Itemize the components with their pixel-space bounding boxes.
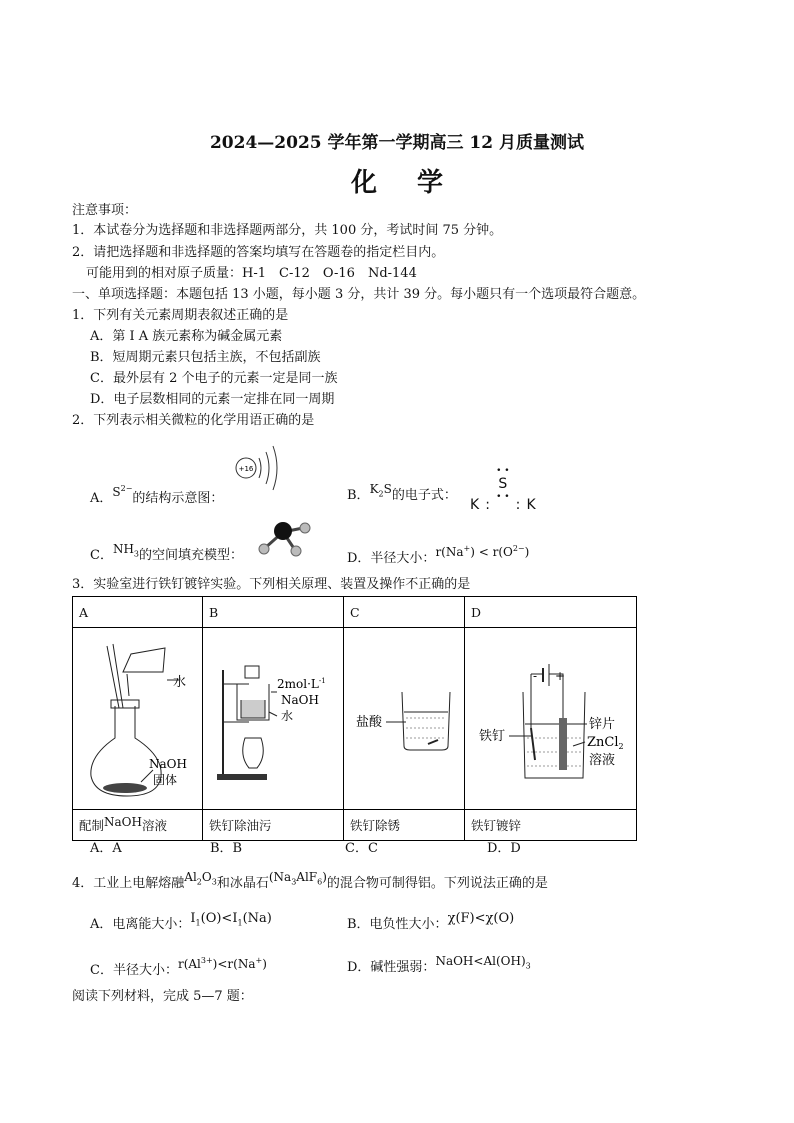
formula-al2o3: $Al_2O_3$ [184,870,217,887]
caption-b: 铁钉除油污 [203,810,344,841]
stem-text: 4．工业上电解熔融 [72,876,185,891]
label-naoh: NaOH [149,757,187,771]
option-text: 的结构示意图： [132,491,224,506]
formula-nh3: $NH_3$ [112,542,140,559]
formula-k2s: $K_2S$ [369,482,392,499]
label-nail: 铁钉 [479,729,506,744]
formula-s2: $S^{2-}$ [112,484,133,499]
option-text: 的电子式： [391,488,457,503]
col-header-c: C [344,597,465,628]
electroplating-cell-icon [471,628,630,806]
volumetric-flask-icon [79,628,196,806]
q2-stem: 2．下列表示相关微粒的化学用语正确的是 [72,413,315,428]
notice-item: 2．请把选择题和非选择题的答案均填写在答题卷的指定栏目内。 [72,245,445,260]
option-text: A．电离能大小： [90,917,191,932]
cell-a-figure [73,628,203,810]
option-letter: A． [90,491,113,506]
option-text: C．半径大小： [90,963,178,978]
formula-radius-al-na: $r(Al^{3+})<r(Na^+)$ [177,956,267,971]
q1-stem: 1．下列有关元素周期表叙述正确的是 [72,308,289,323]
option-text: B．电负性大小： [347,917,448,932]
label-concentration: $2mol\cdot L^{-1}$ [277,677,326,691]
formula-ionization: $I_1(O)<I_1(Na)$ [190,911,272,928]
label-solid: 固体 [153,773,178,787]
formula-basicity: $NaOH<Al(OH)_3$ [435,954,531,971]
label-naoh-b: NaOH [281,693,319,707]
q3-option-c: C．C [345,841,378,856]
col-header-b: B [203,597,344,628]
nh3-model-icon [255,520,317,560]
option-letter: B． [347,488,370,503]
q1-option-c: C．最外层有 2 个电子的元素一定是同一族 [90,371,338,386]
label-solution: 溶液 [589,753,616,768]
q2-option-d [347,546,529,568]
q3-option-b: B．B [210,841,243,856]
nucleus-label: +16 [238,465,254,473]
formula-na3alf6: $(Na_3AlF_6)$ [268,870,327,887]
col-header-a: A [73,597,203,628]
q1-option-d: D．电子层数相同的元素一定排在同一周期 [90,392,335,407]
q3-option-a: A．A [90,841,122,856]
option-text: 的空间填充模型： [139,548,244,563]
cell-c-figure [344,628,465,810]
k2s-electron-dot-formula: K : • • S • • : K [470,466,536,513]
section-heading: 一、单项选择题：本题包括 13 小题，每小题 3 分，共计 39 分。每小题只有一个选项最符合题意。 [72,287,646,302]
cell-d-figure [465,628,637,810]
exam-title: 2024—2025 学年第一学期高三 12 月质量测试 [209,133,585,153]
notice-item: 1．本试卷分为选择题和非选择题两部分，共 100 分，考试时间 75 分钟。 [72,223,503,238]
q3-stem: 3．实验室进行铁钉镀锌实验。下列相关原理、装置及操作不正确的是 [72,577,471,592]
q4-option-c [90,958,267,980]
option-text: D．半径大小： [347,551,436,566]
q1-option-b: B．短周期元素只包括主族，不包括副族 [90,350,321,365]
q4-stem [72,870,548,897]
caption-a [73,810,203,841]
option-text: D．碱性强弱： [347,960,436,975]
cell-b-figure [203,628,344,810]
label-water-b: 水 [281,709,294,723]
caption-d: 铁钉镀锌 [465,810,637,841]
col-header-d: D [465,597,637,628]
notice-heading: 注意事项： [72,203,138,218]
q4-option-a [90,911,272,939]
caption-text: 配制 [79,818,105,833]
sulfur-ion-diagram-icon [228,440,288,500]
label-water: 水 [173,675,187,690]
subject-title: 化学 [350,168,483,198]
label-zinc: 锌片 [589,717,616,732]
heating-stand-icon [209,628,337,806]
label-minus: - [533,669,538,683]
caption-c: 铁钉除锈 [344,810,465,841]
stem-text: 和冰晶石 [216,876,269,891]
q4-option-b [347,911,515,934]
q2-option-a [90,486,223,508]
formula-radius-na-o: $r(Na^+) < r(O^{2-})$ [435,544,530,559]
label-acid: 盐酸 [356,715,383,730]
acid-beaker-icon [350,628,458,806]
formula-naoh: NaOH [104,815,142,829]
label-plus: + [555,669,566,683]
atomic-mass: 可能用到的相对原子质量：H-1 C-12 O-16 Nd-144 [86,266,417,281]
formula-electronegativity: χ(F)<χ(O) [447,911,515,926]
q3-option-d: D．D [487,841,521,856]
apparatus-table [72,596,637,841]
option-letter: C． [90,548,113,563]
stem-text: 的混合物可制得铝。下列说法正确的是 [326,876,548,891]
caption-text: 溶液 [141,818,167,833]
reading-instruction: 阅读下列材料，完成 5—7 题： [72,989,253,1004]
q4-option-d [347,954,531,981]
label-zncl2: ZnCl$_2$ [587,735,624,751]
q2-option-c [90,542,244,569]
q1-option-a: A．第 I A 族元素称为碱金属元素 [90,329,283,344]
q2-option-b [347,482,457,509]
